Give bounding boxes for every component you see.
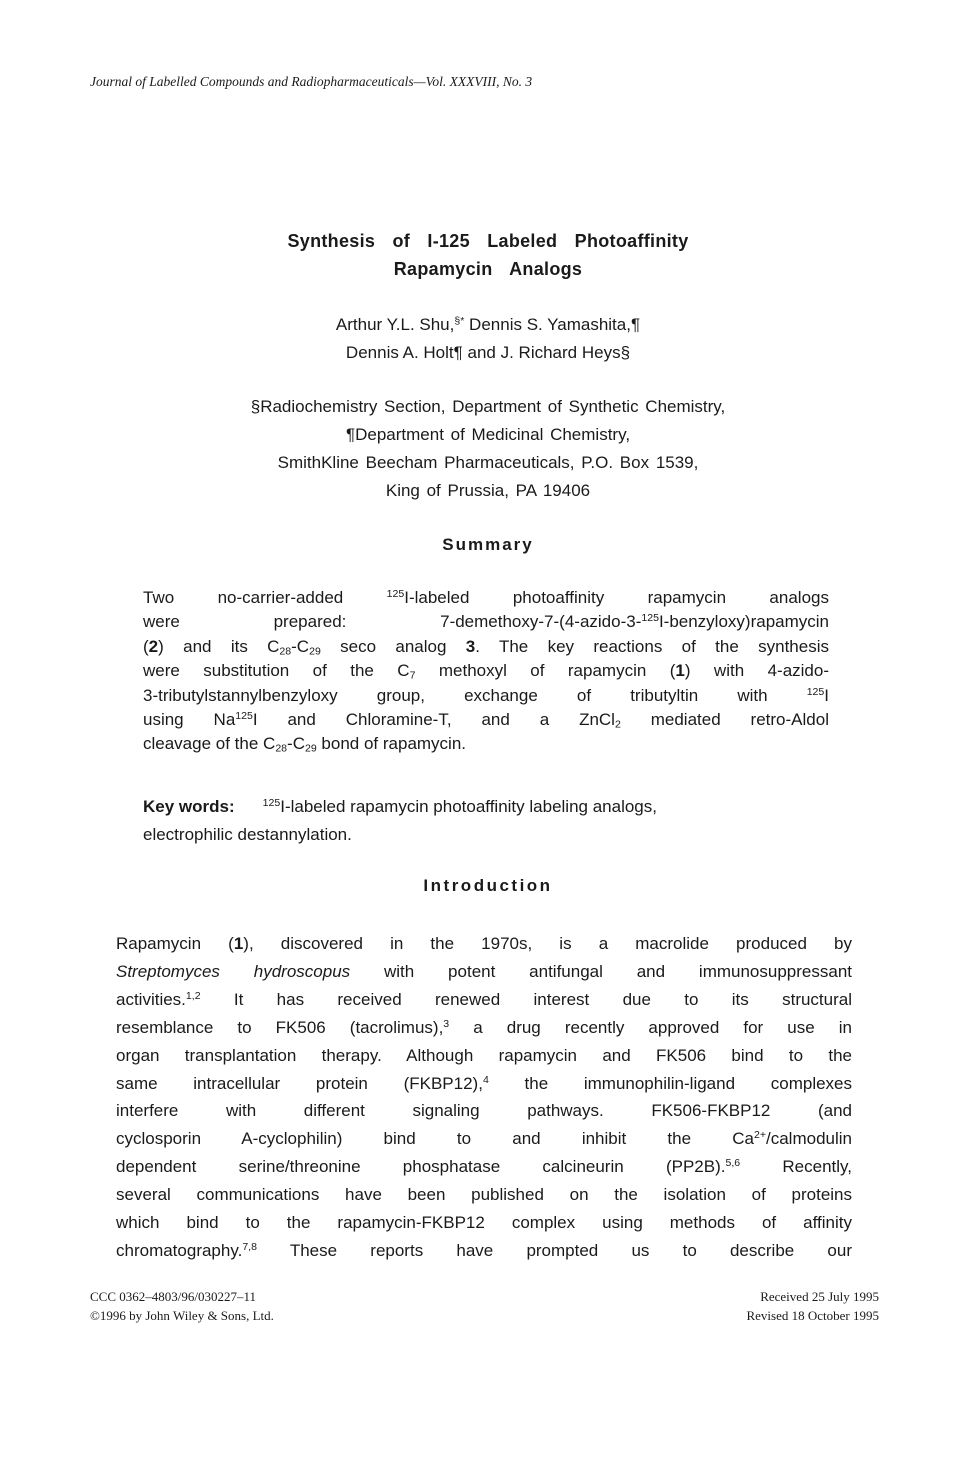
- intro-line: resemblance to FK506 (tacrolimus),$^3$ a drug recently approved for use in: [116, 1017, 852, 1037]
- intro-line: cyclosporin A-cyclophilin) bind to and inhibit the $Ca^{2+}$/calmodulin: [116, 1129, 852, 1149]
- summary-line: Two no-carrier-added $^{125}$I-labeled photoaffinity rapamycin analogs: [143, 588, 829, 607]
- intro-line: activities.$^{1,2}$ It has received renewed interest due to its structural: [116, 989, 852, 1009]
- affiliation-text-2: Department of Medicinal Chemistry,: [355, 425, 631, 444]
- ccc-code: CCC 0362–4803/96/030227–11: [90, 1289, 257, 1304]
- summary-line: using Na$^{125}$I and Chloramine-T, and a ZnCl$_2$ mediated retro-Aldol: [143, 710, 829, 731]
- journal-header: Journal of Labelled Compounds and Radiopharmaceuticals—Vol. XXXVIII, No. 3: [90, 74, 533, 89]
- intro-line: chromatography.$^{7,8}$ These reports have prompted us to describe our: [116, 1240, 852, 1260]
- copyright-line: ©1996 by John Wiley & Sons, Ltd.: [90, 1308, 274, 1323]
- footer-right: [746, 1287, 879, 1325]
- summary-line: 3-tributylstannylbenzyloxy group, exchange of tributyltin with $^{125}$I: [143, 685, 829, 705]
- keywords-line-1: Key words: $^{125}$I-labeled rapamycin photoaffinity labeling analogs,: [143, 797, 657, 816]
- footer-left: [90, 1287, 274, 1325]
- article-title: [0, 227, 976, 283]
- keywords-label: Key words:: [143, 797, 235, 816]
- title-line-1: Synthesis of I-125 Labeled Photoaffinity: [287, 231, 689, 251]
- intro-line: dependent serine/threonine phosphatase calcineurin (PP2B).$^{5,6}$ Recently,: [116, 1157, 852, 1177]
- author-holt: Dennis A. Holt: [345, 343, 454, 362]
- keywords: [143, 793, 829, 849]
- intro-line: Streptomyces hydroscopus with potent antifungal and immunosuppressant: [116, 961, 852, 981]
- affiliations: [0, 393, 976, 505]
- author-shu-marks: §*: [454, 315, 465, 328]
- intro-line: organ transplantation therapy. Although rapamycin and FK506 bind to the: [116, 1045, 852, 1065]
- affiliation-line-3: SmithKline Beecham Pharmaceuticals, P.O. Box 1539,: [277, 453, 699, 472]
- author-list: [0, 311, 976, 367]
- introduction-paragraph: [116, 930, 852, 1265]
- author-holt-mark: ¶: [453, 343, 463, 362]
- affiliation-text-1: Radiochemistry Section, Department of Synthetic Chemistry,: [260, 397, 726, 416]
- author-line-1: [0, 311, 976, 339]
- summary-heading: Summary: [442, 535, 534, 554]
- intro-line: several communications have been published on the isolation of proteins: [116, 1185, 852, 1205]
- author-yamashita-mark: ¶: [630, 315, 641, 334]
- affiliation-mark-pilcrow: ¶: [345, 425, 356, 444]
- affiliation-line-4: King of Prussia, PA 19406: [385, 481, 591, 500]
- summary-paragraph: [143, 586, 829, 757]
- author-line-2: [0, 339, 976, 367]
- introduction-heading: Introduction: [423, 876, 553, 895]
- summary-line: (2) and its $C_{28}-C_{29}$ seco analog 3. The key reactions of the synthesis: [143, 636, 829, 658]
- intro-line: which bind to the rapamycin-FKBP12 complex using methods of affinity: [116, 1213, 852, 1233]
- intro-line: same intracellular protein (FKBP12),$^4$ the immunophilin-ligand complexes: [116, 1073, 852, 1093]
- intro-line: Rapamycin (1), discovered in the 1970s, is a macrolide produced by: [116, 934, 853, 953]
- title-line-2: Rapamycin Analogs: [393, 259, 583, 279]
- author-shu: Arthur Y.L. Shu,: [335, 315, 455, 334]
- summary-line: were prepared: 7-demethoxy-7-(4-azido-3-$^{125}$I-benzyloxy)rapamycin: [143, 612, 829, 632]
- received-date: Received 25 July 1995: [760, 1289, 879, 1304]
- affiliation-mark-section: §: [250, 397, 261, 416]
- author-heys: and J. Richard Heys: [462, 343, 621, 362]
- revised-date: Revised 18 October 1995: [746, 1308, 879, 1323]
- affiliation-line-2: [0, 421, 976, 449]
- intro-line: interfere with different signaling pathways. FK506-FKBP12 (and: [116, 1101, 852, 1121]
- keywords-line-2: electrophilic destannylation.: [143, 825, 352, 844]
- author-heys-mark: §: [620, 343, 631, 362]
- summary-line: cleavage of the $C_{28}-C_{29}$ bond of rapamycin.: [143, 734, 467, 756]
- affiliation-line-1: [0, 393, 976, 421]
- author-yamashita: Dennis S. Yamashita,: [464, 315, 631, 334]
- summary-line: were substitution of the $C_7$ methoxyl of rapamycin (1) with 4-azido-: [143, 661, 829, 682]
